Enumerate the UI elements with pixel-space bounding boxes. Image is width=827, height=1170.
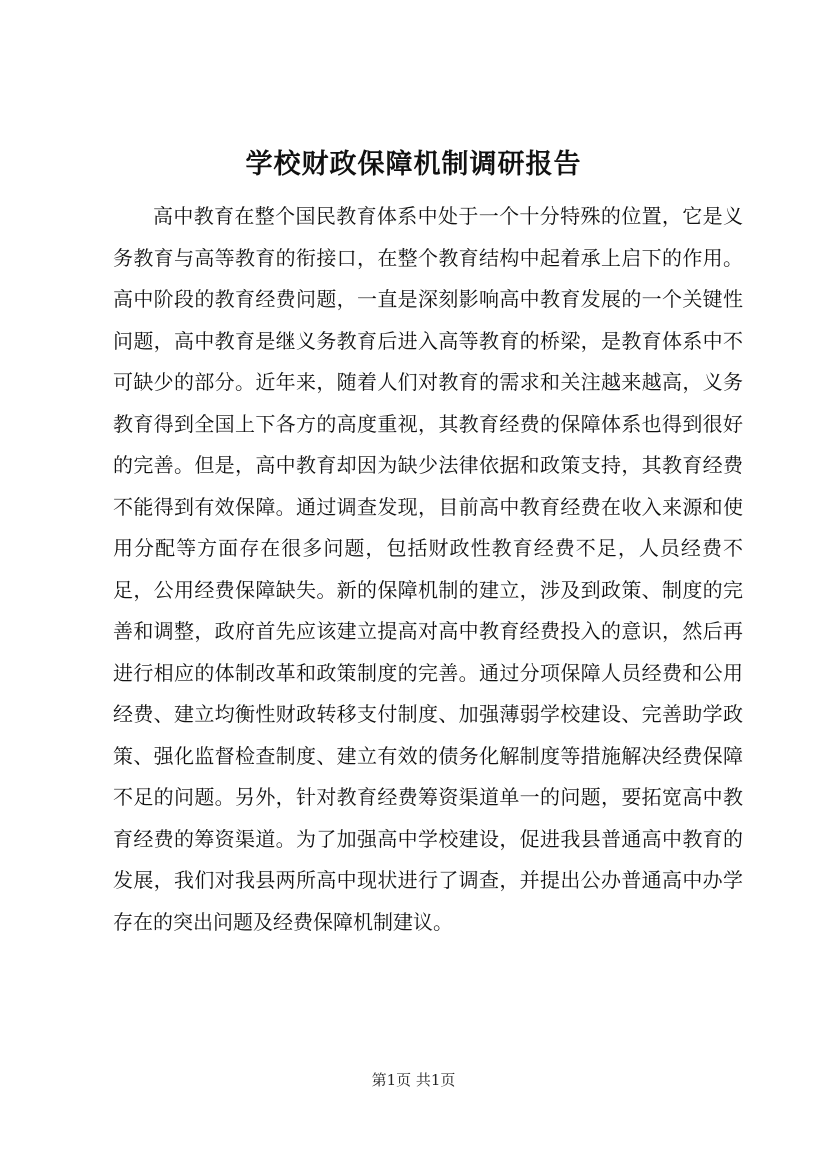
document-title: 学校财政保障机制调研报告 — [245, 149, 582, 180]
body-paragraph: 高中教育在整个国民教育体系中处于一个十分特殊的位置，它是义务教育与高等教育的衔接口，在整个教育结构中起着承上启下的作用。高中阶段的教育经费问题，一直是深刻影响高中教育发展的一个关键性问题，高中教育是继义务教育后进入高等教育的桥梁，是教育体系中不可缺少的部分。近年来，随着人们对教育的需求和关注越来越高，义务教育得到全国上下各方的高度重视，其教育经费的保障体系也得到很好的完善。但是，高中教育却因为缺少法律依据和政策支持，其教育经费不能得到有效保障。通过调查发现，目前高中教育经费在收入来源和使用分配等方面存在很多问题，包括财政性教育经费不足，人员经费不足，公用经费保障缺失。新的保障机制的建立，涉及到政策、制度的完善和调整，政府首先应该建立提高对高中教育经费投入的意识，然后再进行相应的体制改革和政策制度的完善。通过分项保障人员经费和公用经费、建立均衡性财政转移支付制度、加强薄弱学校建设、完善助学政策、强化监督检查制度、建立有效的债务化解制度等措施解决经费保障不足的问题。另外，针对教育经费筹资渠道单一的问题，要拓宽高中教育经费的筹资渠道。为了加强高中学校建设，促进我县普通高中教育的发展，我们对我县两所高中现状进行了调查，并提出公办普通高中办学存在的突出问题及经费保障机制建议。 — [113, 204, 743, 934]
page-footer: 第1页 共1页 — [371, 1071, 456, 1089]
